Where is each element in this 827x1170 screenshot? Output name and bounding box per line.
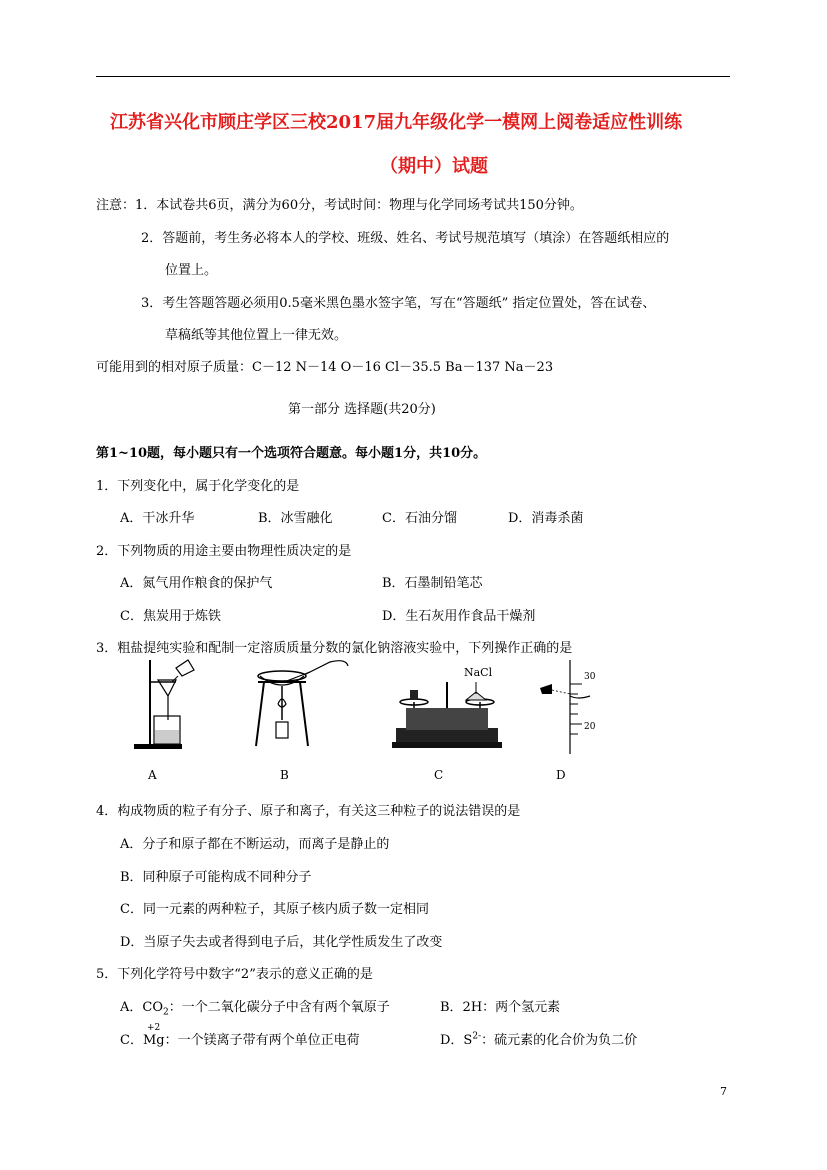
- q5-stem: 5．下列化学符号中数字“2”表示的意义正确的是: [96, 967, 373, 982]
- q1-option-b: B．冰雪融化: [258, 511, 333, 526]
- q5-a-subscript: 2: [163, 1007, 169, 1018]
- q4-option-c: C．同一元素的两种粒子，其原子核内质子数一定相同: [120, 902, 429, 917]
- q1-stem: 1．下列变化中，属于化学变化的是: [96, 479, 300, 494]
- q2-stem: 2．下列物质的用途主要由物理性质决定的是: [96, 544, 352, 559]
- figure-c-balance: [392, 668, 502, 754]
- q5-option-a: [120, 996, 390, 1018]
- note-line-1: 注意：1．本试卷共6页，满分为60分，考试时间：物理与化学同场考试共150分钟。: [96, 198, 583, 213]
- q5-d-prefix: D．S: [440, 1033, 473, 1048]
- q2-option-d: D．生石灰用作食品干燥剂: [382, 609, 536, 624]
- cylinder-tick-20: 20: [584, 722, 596, 732]
- figure-b-evaporation: [250, 660, 350, 752]
- q5-option-c: [120, 1023, 360, 1048]
- note-line-2: 2．答题前，考生务必将本人的学校、班级、姓名、考试号规范填写（填涂）在答题纸相应的: [141, 231, 670, 246]
- q4-option-b: B．同种原子可能构成不同种分子: [120, 870, 312, 885]
- section-heading: 第一部分 选择题(共20分): [288, 402, 436, 417]
- figure-b-label: B: [280, 768, 289, 782]
- page-number: 7: [720, 1085, 727, 1098]
- section-instruction: 第1~10题，每小题只有一个选项符合题意。每小题1分，共10分。: [96, 446, 487, 461]
- note-line-4: 3．考生答题答题必须用0.5毫米黑色墨水签字笔，写在“答题纸” 指定位置处，答在试卷、: [141, 296, 656, 311]
- q1-option-a: A．干冰升华: [120, 511, 195, 526]
- atomic-masses: 可能用到的相对原子质量：C－12 N－14 O－16 Cl－35.5 Ba－137 Na－23: [96, 360, 554, 375]
- q5-c-superscript: +2: [146, 1023, 161, 1033]
- q5-c-text: ：一个镁离子带有两个单位正电荷: [164, 1033, 360, 1048]
- title-line-1: 江苏省兴化市顾庄学区三校2017届九年级化学一模网上阅卷适应性训练: [110, 112, 683, 133]
- figure-d-label: D: [556, 768, 566, 782]
- q5-a-text: ：一个二氧化碳分子中含有两个氧原子: [168, 1000, 390, 1015]
- q5-c-symbol-wrap: [142, 1023, 165, 1048]
- nacl-label: NaCl: [464, 666, 493, 679]
- q5-a-prefix: A．CO: [120, 1000, 163, 1015]
- q2-option-a: A．氮气用作粮食的保护气: [120, 576, 273, 591]
- q5-d-text: ：硫元素的化合价为负二价: [481, 1033, 638, 1048]
- q5-d-superscript: 2-: [472, 1031, 482, 1042]
- q5-c-symbol: Mg: [142, 1033, 165, 1048]
- q1-option-d: D．消毒杀菌: [508, 511, 584, 526]
- q3-stem: 3．粗盐提纯实验和配制一定溶质质量分数的氯化钠溶液实验中，下列操作正确的是: [96, 641, 573, 656]
- title-line-2: （期中）试题: [380, 156, 488, 177]
- header-rule: [96, 76, 730, 77]
- q4-option-d: D．当原子失去或者得到电子后，其化学性质发生了改变: [120, 935, 443, 950]
- figure-a-label: A: [148, 768, 157, 782]
- q2-option-b: B．石墨制铅笔芯: [382, 576, 483, 591]
- q4-option-a: A．分子和原子都在不断运动，而离子是静止的: [120, 837, 390, 852]
- q2-option-c: C．焦炭用于炼铁: [120, 609, 221, 624]
- note-line-3: 位置上。: [165, 263, 218, 278]
- q5-c-prefix: C．: [120, 1033, 143, 1048]
- figure-c-label: C: [434, 768, 444, 782]
- q4-stem: 4．构成物质的粒子有分子、原子和离子，有关这三种粒子的说法错误的是: [96, 804, 521, 819]
- q1-option-c: C．石油分馏: [382, 511, 457, 526]
- q5-option-b: B．2H：两个氢元素: [440, 1000, 561, 1015]
- figure-d-cylinder: [536, 660, 606, 756]
- figure-a-filtration: [130, 660, 200, 752]
- note-line-5: 草稿纸等其他位置上一律无效。: [165, 328, 348, 343]
- q5-option-d: [440, 1029, 637, 1048]
- cylinder-tick-30: 30: [584, 672, 596, 682]
